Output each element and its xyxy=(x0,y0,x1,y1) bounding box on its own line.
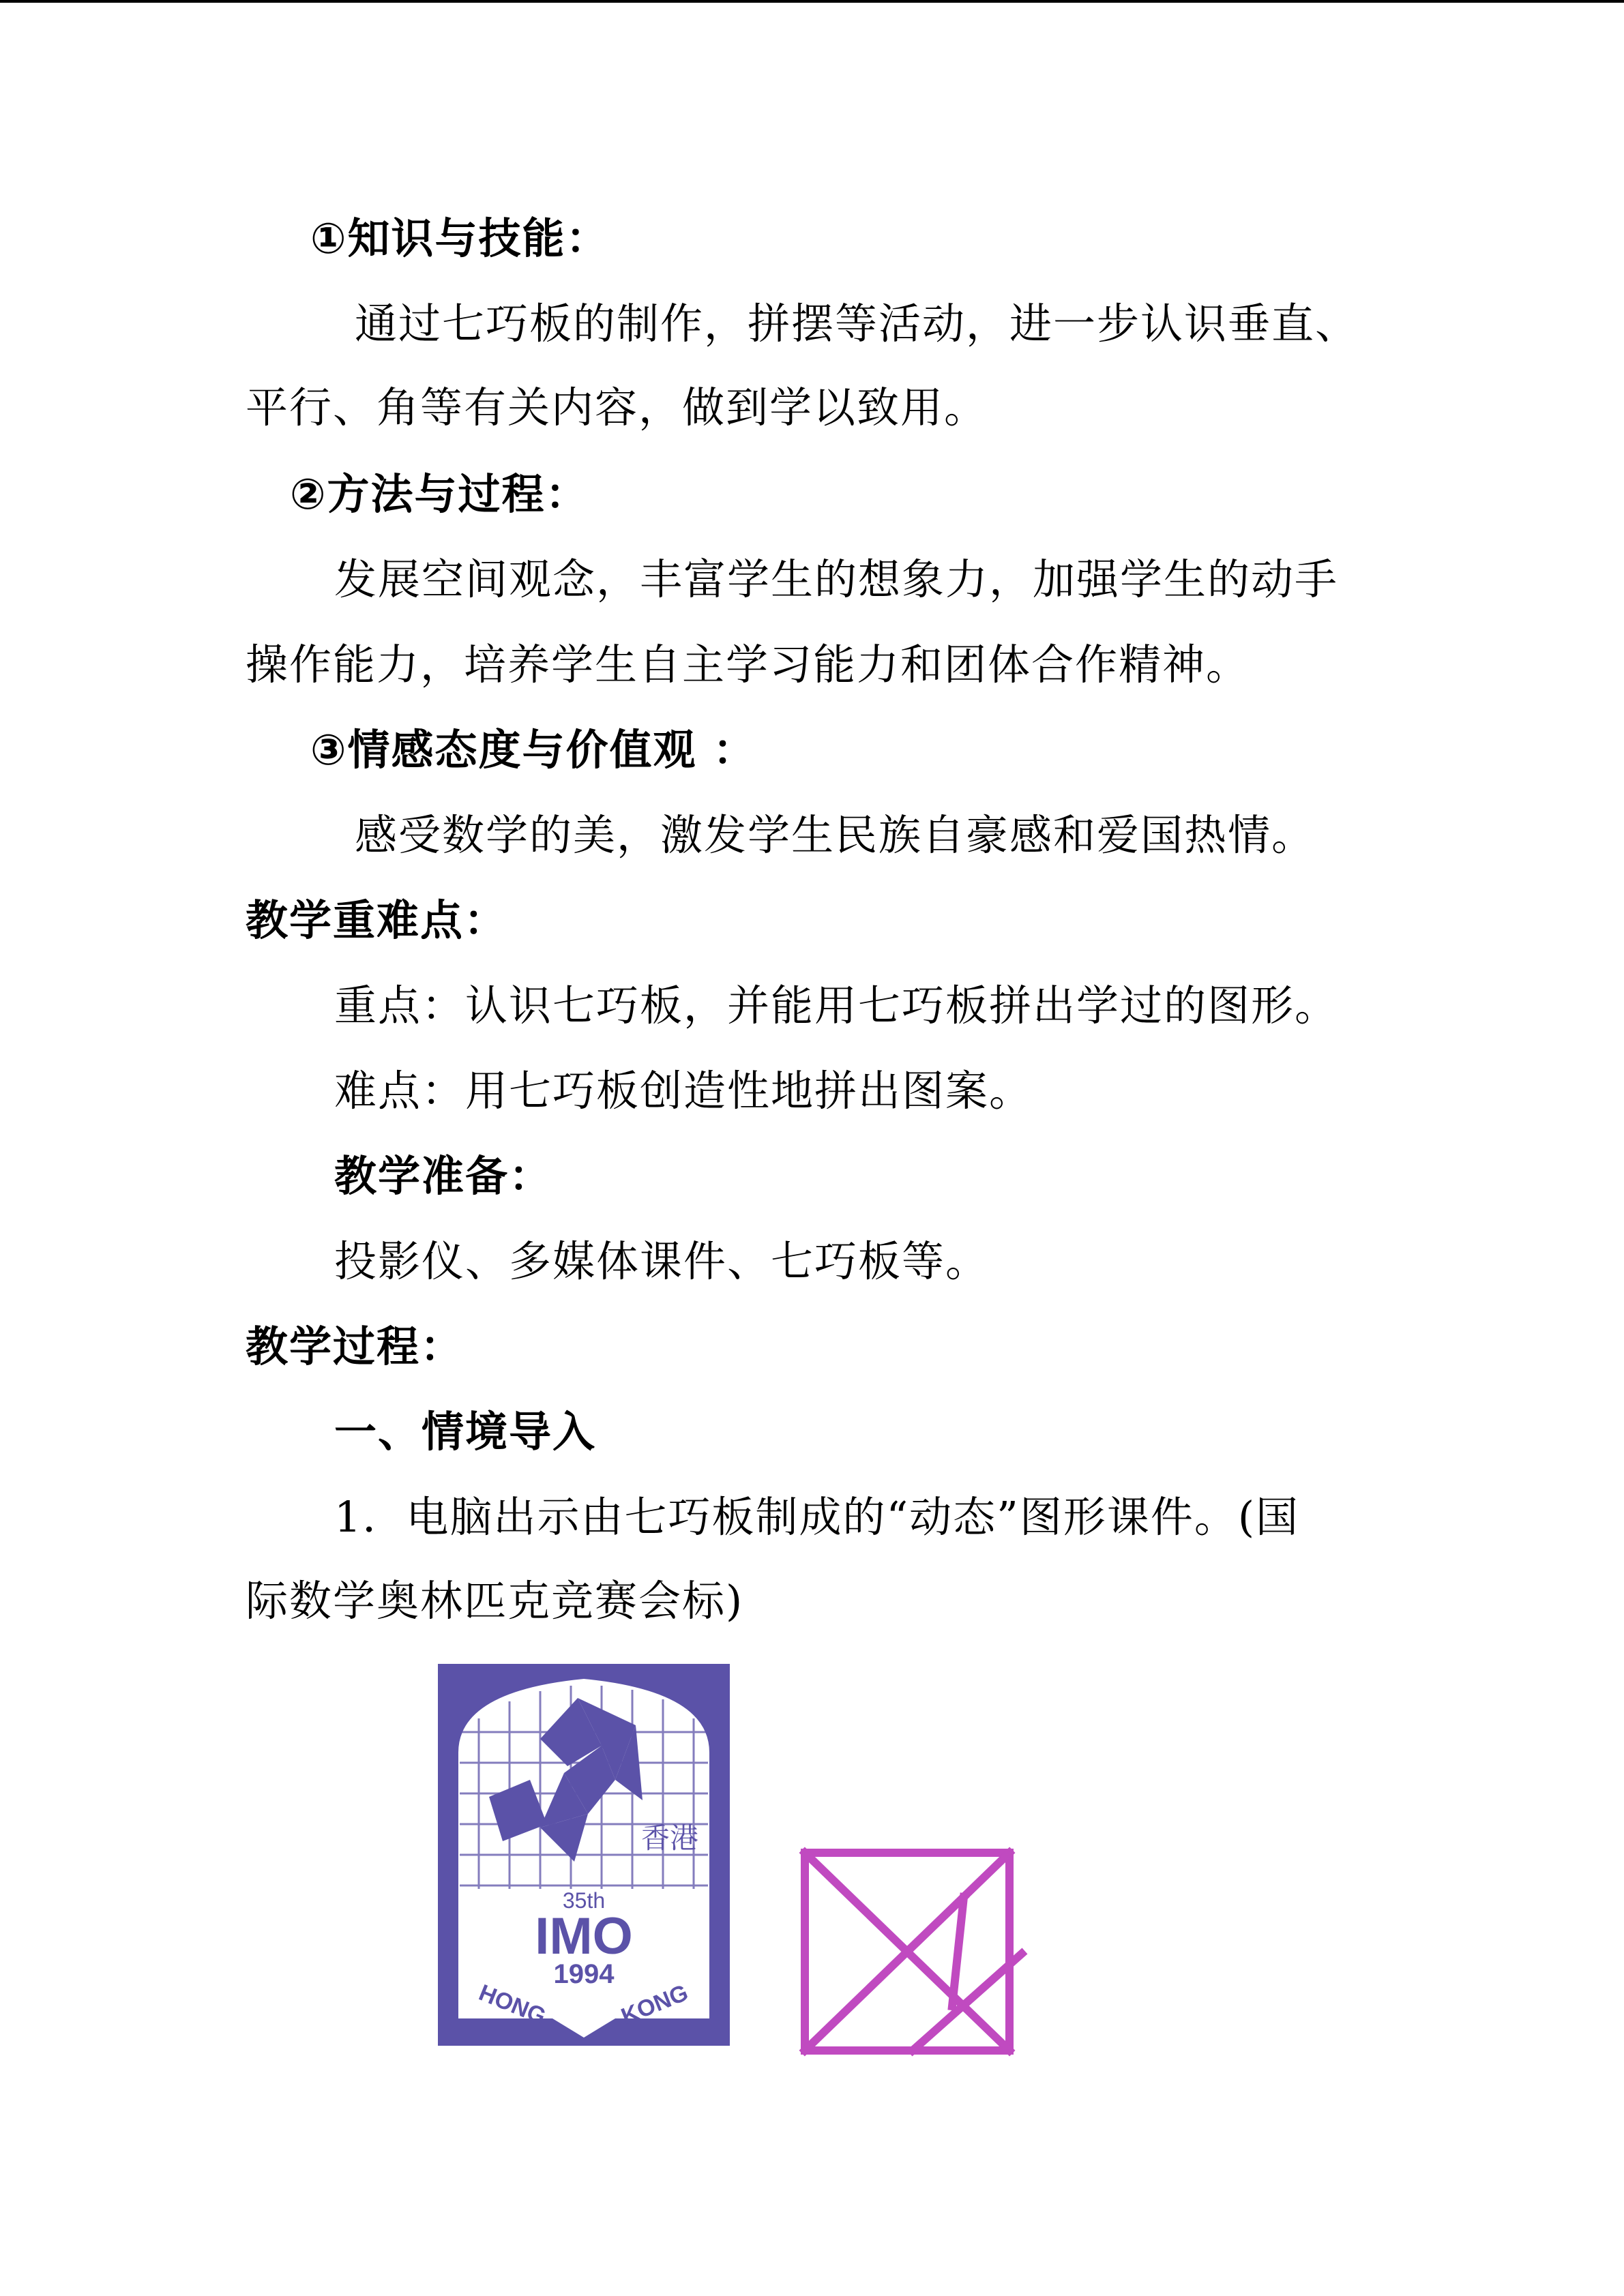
heading-method-process: ②方法与过程： xyxy=(290,469,589,519)
logo-imo: IMO xyxy=(535,1907,633,1965)
heading-situation-intro: 一、情境导入 xyxy=(334,1407,597,1457)
heading-key-difficulties: 教学重难点： xyxy=(246,895,508,945)
logo-year: 1994 xyxy=(553,1959,615,1989)
paragraph-knowledge-2: 平行、角等有关内容，做到学以致用。 xyxy=(246,383,988,432)
paragraph-step-1b: 际数学奥林匹克竞赛会标) xyxy=(246,1576,744,1626)
paragraph-method-1: 发展空间观念，丰富学生的想象力，加强学生的动手 xyxy=(334,554,1339,604)
paragraph-emotion: 感受数学的美，激发学生民族自豪感和爱国热情。 xyxy=(355,810,1316,860)
paragraph-knowledge-1: 通过七巧板的制作，拼摆等活动，进一步认识垂直、 xyxy=(355,299,1359,348)
tangram-square-figure xyxy=(797,1845,1029,2063)
imo-1994-logo xyxy=(438,1664,730,2046)
paragraph-key-point: 重点：认识七巧板，并能用七巧板拼出学过的图形。 xyxy=(334,981,1339,1030)
heading-teaching-process: 教学过程： xyxy=(246,1322,464,1371)
logo-edition: 35th xyxy=(562,1888,606,1913)
logo-kong: KONG xyxy=(617,1980,692,2030)
tangram-lines xyxy=(805,1853,1022,2051)
paragraph-method-2: 操作能力，培养学生自主学习能力和团体合作精神。 xyxy=(246,640,1250,689)
heading-preparation: 教学准备： xyxy=(334,1151,553,1201)
logo-hong: HONG xyxy=(475,1980,550,2030)
heading-emotion-values: ③情感态度与价值观 ： xyxy=(310,725,757,775)
heading-knowledge-skills: ①知识与技能： xyxy=(310,213,610,263)
paragraph-preparation: 投影仪、多媒体课件、七巧板等。 xyxy=(334,1236,990,1286)
paragraph-difficulty: 难点：用七巧板创造性地拼出图案。 xyxy=(334,1066,1033,1116)
page-top-border xyxy=(0,0,1624,3)
paragraph-step-1a: 1．电脑出示由七巧板制成的“动态”图形课件。(国 xyxy=(334,1492,1300,1542)
logo-signature: 香港 xyxy=(640,1821,699,1855)
